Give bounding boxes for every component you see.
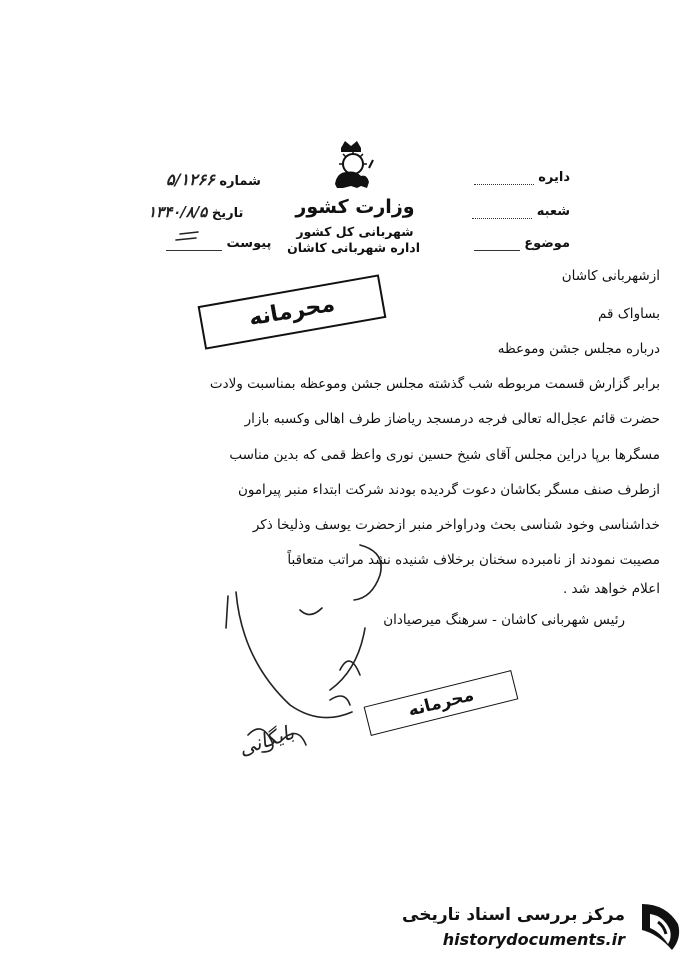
archive-org-name: مرکز بررسی اسناد تاریخی	[402, 905, 625, 925]
body-line: مصیبت نمودند از نامبرده سخنان برخلاف شنیده نشد مراتب متعاقباً	[287, 552, 660, 568]
ministry-subtitle-2: اداره شهربانی کاشان	[287, 240, 420, 255]
archive-url: historydocuments.ir	[442, 930, 625, 949]
archive-logo-icon	[636, 900, 684, 954]
body-line: خداشناسی وخود شناسی بحث ودراواخر منبر ازحضرت یوسف وذلیخا ذکر	[252, 517, 660, 533]
body-line: ازطرف صنف مسگر بکاشان دعوت گردیده بودند شرکت ابتداء منبر پیرامون	[237, 482, 660, 498]
ministry-title: وزارت کشور	[295, 196, 415, 218]
letter-from: ازشهربانی کاشان	[561, 268, 660, 284]
date-value: ۱۳۴٠/۸/۵	[148, 203, 208, 221]
handwritten-annotation: بایگانی	[235, 719, 297, 761]
mozou-label: موضوع	[524, 236, 570, 251]
attachment-label: پیوست	[226, 236, 272, 251]
ministry-subtitle-1: شهربانی کل کشور	[296, 224, 414, 239]
confidential-stamp-lower-text: محرمانه	[406, 685, 476, 721]
number-label: شماره	[219, 174, 261, 189]
body-line: مسگرها برپا دراین مجلس آقای شیخ حسین نوری واعظ قمی که بدین مناسب	[229, 447, 660, 463]
daireh-label: دایره	[538, 170, 570, 185]
confidential-stamp-text: محرمانه	[247, 291, 337, 332]
letter-subject: درباره مجلس جشن وموعظه	[497, 341, 660, 357]
signature-line: رئیس شهربانی کاشان - سرهنگ میرصیادان	[383, 612, 625, 628]
body-line: اعلام خواهد شد .	[562, 581, 660, 597]
number-value: ۵/۱۲۶۶	[166, 170, 215, 189]
date-label: تاریخ	[211, 206, 244, 221]
shobeh-label: شعبه	[536, 204, 570, 219]
letter-to: بساواک قم	[598, 306, 660, 322]
body-line: برابر گزارش قسمت مربوطه شب گذشته مجلس جشن وموعظه بمناسبت ولادت	[209, 376, 660, 392]
body-line: حضرت قائم عجل‌اله تعالی فرجه درمسجد ریاضاز طرف اهالی وکسبه بازار	[244, 411, 660, 427]
